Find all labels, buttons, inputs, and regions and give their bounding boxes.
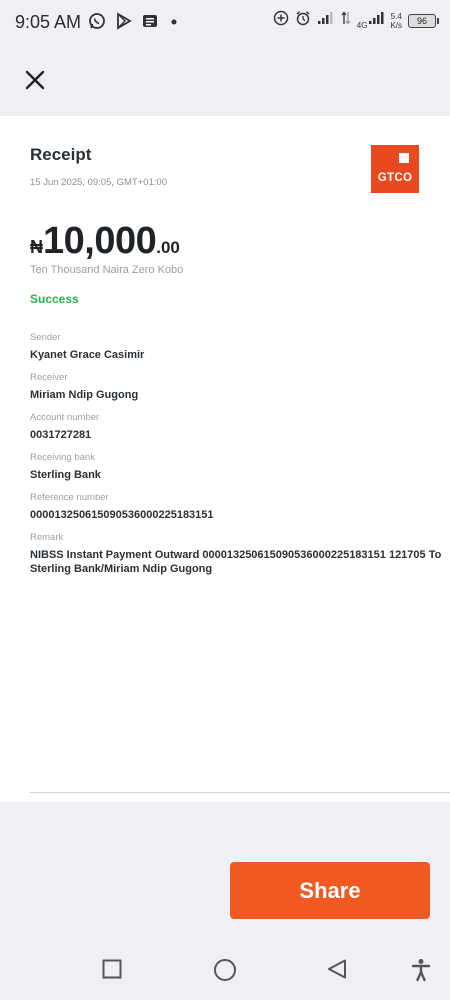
receiving-bank-field: [30, 452, 101, 482]
message-icon: [142, 13, 158, 34]
amount-in-words: Ten Thousand Naira Zero Kobo: [30, 264, 184, 276]
status-badge: Success: [30, 292, 79, 306]
amount-decimal: .00: [156, 238, 180, 257]
field-label: Reference number: [30, 492, 109, 503]
bank-logo: [371, 145, 419, 193]
battery-level: 96: [416, 15, 427, 26]
network-type: 4G: [356, 21, 368, 30]
logo-square: [399, 153, 409, 163]
divider: [30, 792, 450, 793]
add-circle-icon: [273, 10, 289, 31]
status-time: 9:05 AM: [15, 12, 82, 32]
field-label: Remark: [30, 532, 64, 543]
net-speed: [390, 12, 402, 30]
remark-field: [30, 532, 448, 576]
field-value: 000013250615090536000225183151: [30, 509, 214, 521]
net-speed-unit: K/s: [390, 20, 402, 30]
play-store-icon: [115, 12, 133, 35]
alarm-icon: [295, 10, 311, 31]
field-value: Sterling Bank: [30, 469, 101, 481]
close-icon[interactable]: [22, 67, 48, 93]
status-bar: [0, 0, 450, 44]
amount-integer: 10,000: [43, 220, 157, 262]
back-icon[interactable]: [326, 958, 348, 985]
currency-symbol: ₦: [30, 237, 43, 257]
system-status-icons: [273, 10, 436, 31]
receiver-field: [30, 372, 138, 402]
battery-icon: [408, 14, 436, 28]
field-label: Receiving bank: [30, 452, 95, 463]
reference-number-field: [30, 492, 214, 522]
account-number-field: [30, 412, 99, 442]
recents-icon[interactable]: [101, 958, 123, 985]
net-speed-value: 5.4: [390, 11, 402, 21]
field-value: Miriam Ndip Gugong: [30, 389, 139, 401]
accessibility-icon[interactable]: [410, 958, 432, 987]
page-title: Receipt: [30, 145, 92, 164]
data-arrows-icon: [341, 11, 351, 30]
receipt-card: [0, 116, 450, 802]
sender-field: [30, 332, 144, 362]
bank-logo-text: GTCO: [377, 172, 413, 184]
close-button[interactable]: [22, 67, 48, 93]
field-value: NIBSS Instant Payment Outward 000013250615090536000225183151 121705 To Sterling Bank/Miriam Ndip Gugong: [30, 549, 442, 575]
notification-icons: [88, 12, 181, 35]
field-label: Receiver: [30, 372, 68, 383]
field-label: Sender: [30, 332, 61, 343]
system-nav-bar: [0, 944, 450, 1000]
home-icon[interactable]: [213, 958, 237, 987]
signal-icon: [368, 11, 384, 30]
field-label: Account number: [30, 412, 100, 423]
signal-icon: [317, 11, 335, 30]
field-value: Kyanet Grace Casimir: [30, 349, 145, 361]
whatsapp-icon: [88, 12, 106, 35]
share-button[interactable]: Share: [230, 862, 430, 919]
transaction-amount: [30, 220, 180, 263]
transaction-datetime: 15 Jun 2025, 09:05, GMT+01:00: [30, 177, 168, 188]
field-value: 0031727281: [30, 429, 92, 441]
signal-4g-group: [357, 11, 385, 30]
dot-icon: [167, 14, 181, 33]
